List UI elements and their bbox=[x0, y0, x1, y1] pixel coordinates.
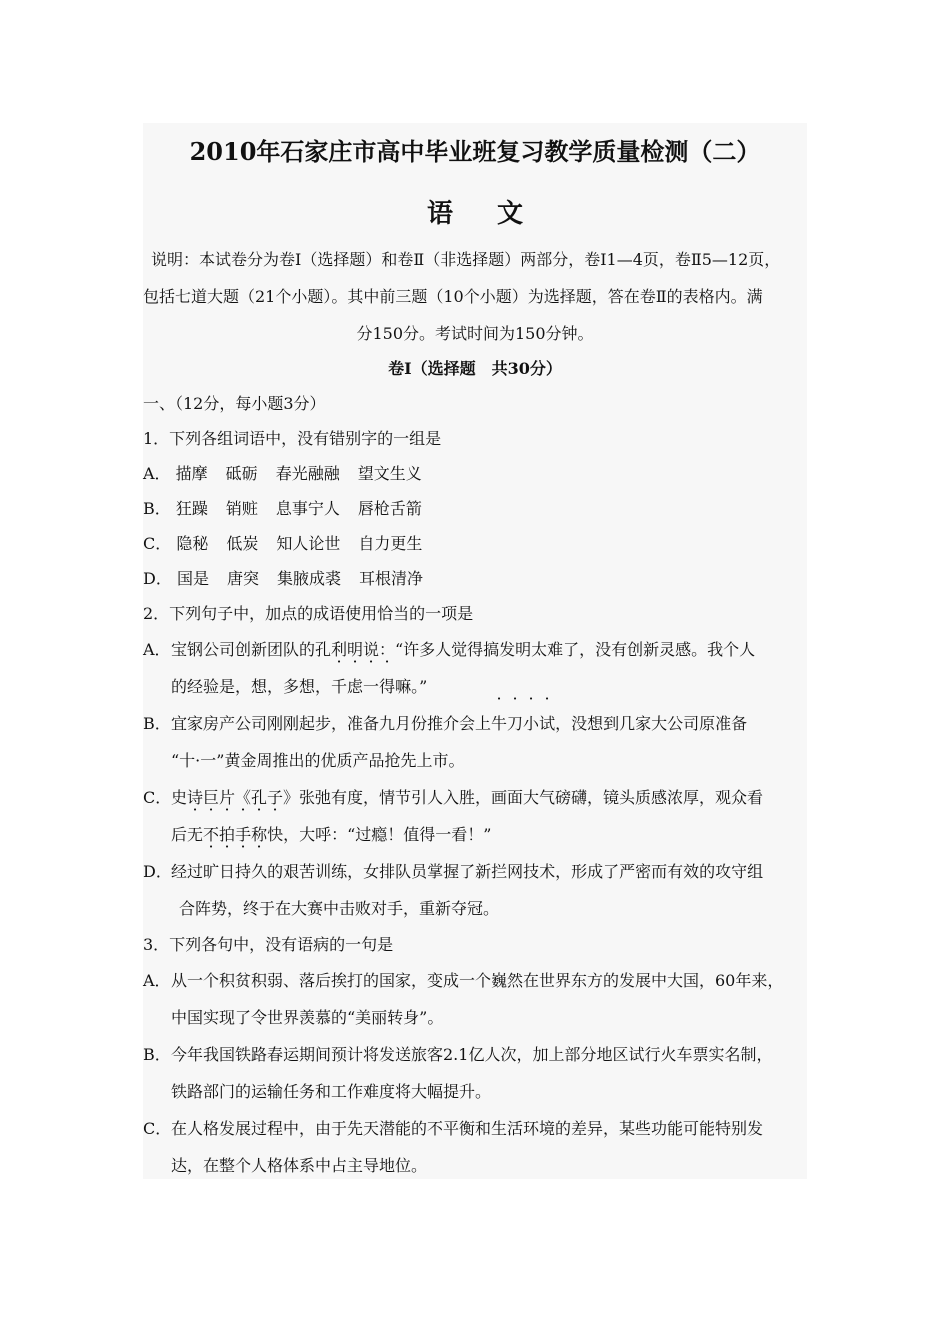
option-letter: C． bbox=[143, 534, 172, 553]
option-text: 达，在整个人格体系中占主导地位。 bbox=[171, 1156, 428, 1175]
option-letter: C． bbox=[143, 788, 172, 807]
option-word: 知人论世 bbox=[276, 534, 341, 553]
dotted-idiom bbox=[491, 714, 555, 733]
option-word: 唐突 bbox=[226, 569, 259, 588]
emphasis-dot-char: 久 bbox=[251, 862, 268, 881]
option-word: 描摩 bbox=[175, 464, 208, 483]
emphasis-dot-char: 旷 bbox=[203, 862, 220, 881]
option-text: “十·一”黄金周推出的优质产品抢先上市。 bbox=[171, 751, 465, 770]
option-word: 砥砺 bbox=[225, 464, 258, 483]
option-word: 望文生义 bbox=[357, 464, 422, 483]
option-word: 国是 bbox=[176, 569, 209, 588]
q1-option-b bbox=[143, 491, 807, 526]
option-letter: B． bbox=[143, 714, 171, 733]
option-text: 宜家房产公司刚刚起步，准备九月份推介会上 bbox=[171, 714, 492, 733]
emphasis-dot-char: 试 bbox=[539, 714, 556, 733]
q2-option-a bbox=[143, 631, 807, 705]
emphasis-dot-char: 牛 bbox=[491, 714, 508, 733]
emphasis-dot-char: 一 bbox=[363, 677, 380, 696]
option-text: 合阵势，终于在大赛中击败对手，重新夺冠。 bbox=[179, 899, 500, 918]
q3-option-c bbox=[143, 1110, 807, 1184]
option-text: ，没想到几家大公司原准备 bbox=[555, 714, 748, 733]
option-letter: B． bbox=[143, 499, 171, 518]
q3-option-a bbox=[143, 962, 807, 1036]
emphasis-dot-char: 手 bbox=[235, 825, 252, 844]
option-text: 史诗巨片《孔子》张弛有度，情节引人入胜，画面大气磅礴，镜头质感浓厚，观众看 bbox=[171, 788, 764, 807]
emphasis-dot-char: 小 bbox=[523, 714, 540, 733]
option-word: 隐秘 bbox=[176, 534, 209, 553]
document-page bbox=[143, 123, 807, 1184]
option-word: 唇枪舌箭 bbox=[357, 499, 422, 518]
option-text: 今年我国铁路春运期间预计将发送旅客2.1亿人次，加上部分地区试行火车票实名制， bbox=[171, 1045, 773, 1064]
emphasis-dot-char: 千 bbox=[331, 677, 348, 696]
emphasis-dot-char: 称 bbox=[251, 825, 268, 844]
option-word: 自力更生 bbox=[358, 534, 423, 553]
instructions-line: 说明：本试卷分为卷Ⅰ（选择题）和卷Ⅱ（非选择题）两部分，卷Ⅰ1—4页，卷Ⅱ5—12页， bbox=[151, 250, 781, 269]
option-text: 嘛。” bbox=[395, 677, 428, 696]
option-word: 销赃 bbox=[225, 499, 258, 518]
option-text: 经过 bbox=[171, 862, 204, 881]
instructions bbox=[143, 241, 807, 352]
question-1-stem: 1．下列各组词语中，没有错别字的一组是 bbox=[143, 429, 442, 448]
emphasis-dot-char: 持 bbox=[235, 862, 252, 881]
option-letter: D． bbox=[143, 862, 172, 881]
dotted-idiom bbox=[187, 825, 283, 844]
question-3-stem: 3．下列各句中，没有语病的一句是 bbox=[143, 935, 394, 954]
option-text: 中国实现了令世界羡慕的“美丽转身”。 bbox=[171, 1008, 444, 1027]
option-text: 的经验是，想，多想， bbox=[171, 677, 332, 696]
option-word: 息事宁人 bbox=[275, 499, 340, 518]
emphasis-dot-char: 无 bbox=[187, 825, 204, 844]
option-text: 从一个积贫积弱、落后挨打的国家，变成一个巍然在世界东方的发展中大国，60年来， bbox=[171, 971, 784, 990]
emphasis-dot-char: 得 bbox=[379, 677, 396, 696]
option-letter: C． bbox=[143, 1119, 172, 1138]
option-text: 后 bbox=[171, 825, 188, 844]
option-letter: A． bbox=[143, 971, 171, 990]
part-heading: 一、（12分，每小题3分） bbox=[143, 394, 326, 413]
option-letter: A． bbox=[143, 464, 171, 483]
option-letter: D． bbox=[143, 569, 172, 588]
option-text: 宝钢公司创新团队的孔利明说：“许多人觉得搞发明太难了，没有创新灵感。我个人 bbox=[171, 640, 756, 659]
dotted-idiom bbox=[331, 677, 395, 696]
q1-option-c bbox=[143, 526, 807, 561]
subject-title: 语文 bbox=[426, 199, 567, 229]
instructions-line: 分150分。考试时间为150分钟。 bbox=[356, 324, 594, 343]
q2-option-d bbox=[143, 853, 807, 927]
emphasis-dot-char: 日 bbox=[219, 862, 236, 881]
option-word: 耳根清净 bbox=[358, 569, 423, 588]
emphasis-dot-char: 虑 bbox=[347, 677, 364, 696]
exam-title: 2010年石家庄市高中毕业班复习教学质量检测（二） bbox=[189, 137, 761, 166]
option-letter: A． bbox=[143, 640, 171, 659]
question-2-stem: 2．下列句子中，加点的成语使用恰当的一项是 bbox=[143, 604, 474, 623]
section-title: 卷Ⅰ（选择题 共30分） bbox=[388, 359, 562, 378]
option-letter: B． bbox=[143, 1045, 171, 1064]
option-word: 狂躁 bbox=[175, 499, 208, 518]
emphasis-dot-char: 快 bbox=[267, 825, 284, 844]
q1-option-a bbox=[143, 456, 807, 491]
instructions-line: 包括七道大题（21个小题）。其中前三题（10个小题）为选择题，答在卷Ⅱ的表格内。满 bbox=[143, 287, 763, 306]
emphasis-dot-char: 刀 bbox=[507, 714, 524, 733]
q1-option-d bbox=[143, 561, 807, 596]
option-text: ，大呼：“过瘾！值得一看！” bbox=[283, 825, 492, 844]
option-text: 铁路部门的运输任务和工作难度将大幅提升。 bbox=[171, 1082, 492, 1101]
dotted-idiom bbox=[203, 862, 267, 881]
option-word: 集腋成裘 bbox=[276, 569, 341, 588]
q2-option-b bbox=[143, 705, 807, 779]
option-text: 在人格发展过程中，由于先天潜能的不平衡和生活环境的差异，某些功能可能特别发 bbox=[171, 1119, 764, 1138]
option-word: 低炭 bbox=[226, 534, 259, 553]
emphasis-dot-char: 不 bbox=[203, 825, 220, 844]
option-word: 春光融融 bbox=[275, 464, 340, 483]
emphasis-dot-char: 拍 bbox=[219, 825, 236, 844]
q3-option-b bbox=[143, 1036, 807, 1110]
option-text: 的艰苦训练，女排队员掌握了新拦网技术，形成了严密而有效的攻守组 bbox=[267, 862, 764, 881]
